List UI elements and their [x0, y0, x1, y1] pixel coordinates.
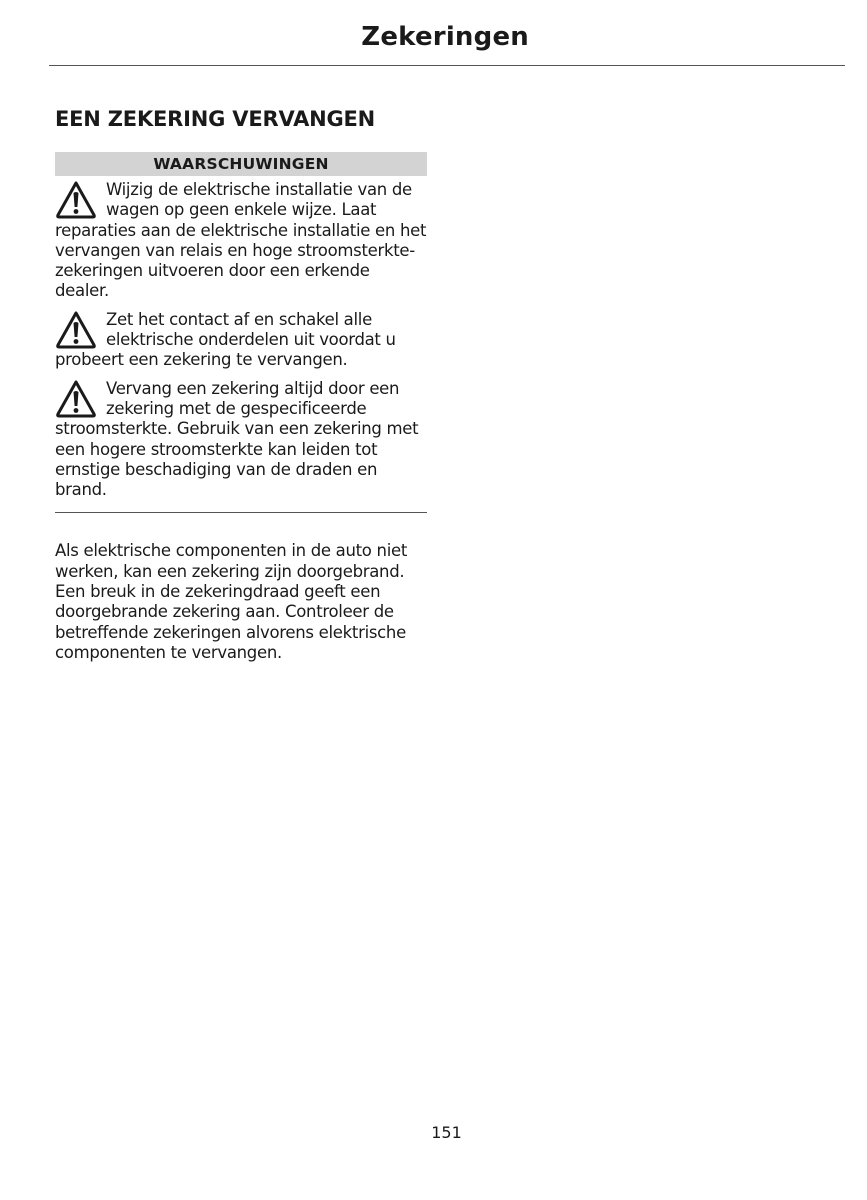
warning-triangle-icon: [55, 180, 101, 220]
section-title: EEN ZEKERING VERVANGEN: [55, 107, 376, 131]
warnings-box: [55, 152, 427, 513]
warning-item: [55, 180, 427, 302]
warning-triangle-icon: [55, 379, 101, 419]
warning-text: Vervang een zekering altijd door een zekering met de gespecificeerde stroomsterkte. Gebruik van een zekering met een hogere stroomsterkte kan leiden tot ernstige beschadiging van de draden en brand.: [55, 378, 419, 500]
page-number: 151: [431, 1123, 462, 1142]
page-header: [0, 0, 867, 70]
warnings-heading: WAARSCHUWINGEN: [55, 152, 427, 176]
header-divider: [49, 65, 845, 66]
warning-item: [55, 379, 427, 501]
warning-text: Zet het contact af en schakel alle elektrische onderdelen uit voordat u probeert een zekering te vervangen.: [55, 309, 396, 370]
warning-triangle-icon: [55, 310, 101, 350]
page-title: Zekeringen: [361, 22, 529, 52]
body-paragraph: Als elektrische componenten in de auto niet werken, kan een zekering zijn doorgebrand. Een breuk in de zekeringdraad geeft een doorgebrande zekering aan. Controleer de betreffende zekeringen alvorens elektrische componenten te vervangen.: [55, 541, 408, 662]
warning-text: Wijzig de elektrische installatie van de wagen op geen enkele wijze. Laat reparaties aan de elektrische installatie en het vervangen van relais en hoge stroomsterkte-zekeringen uitvoeren door een erkende dealer.: [55, 180, 427, 301]
warning-item: [55, 310, 427, 371]
main-content: [55, 104, 427, 680]
